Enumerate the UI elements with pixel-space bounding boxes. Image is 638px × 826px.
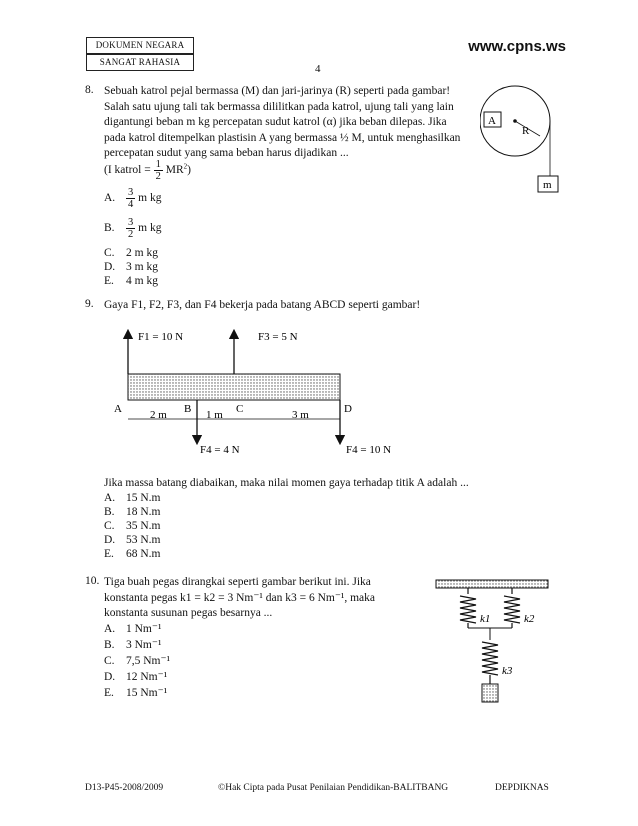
label-k3: k3 [502,665,513,677]
q9-option-c[interactable]: C. 35 N.m [104,520,161,532]
formula-suffix: MR [165,164,184,177]
point-D: D [344,403,352,415]
q8-option-e[interactable]: E. 4 m kg [104,275,158,287]
q8-option-c[interactable]: C. 2 m kg [104,247,158,259]
point-B: B [184,403,192,415]
page-number: 4 [315,63,321,75]
q10-number: 10. [85,575,100,587]
spring-k3 [482,642,498,684]
q8-line: percepatan sudut yang sama beban harus dijadikan ... [104,147,349,159]
footer-copyright: ©Hak Cipta pada Pusat Penilaian Pendidikan-BALITBANG [218,783,449,793]
point-A: A [114,403,122,415]
beam-ABCD [128,374,340,400]
q9-option-a[interactable]: A. 15 N.m [104,492,161,504]
formula-close: ) [187,164,191,177]
label-F4-B: F4 = 4 N [200,444,240,456]
q8-line: Sebuah katrol pejal bermassa (M) dan jari-jarinya (R) seperti pada gambar! [104,85,451,97]
q8-option-a[interactable]: A. $\frac{3}{4}$ m kg [104,187,162,210]
q9-option-d[interactable]: D. 53 N.m [104,534,161,546]
q9-option-e[interactable]: E. 68 N.m [104,548,161,560]
label-F4-D: F4 = 10 N [346,444,392,456]
spring-k2 [504,588,520,628]
q10-option-d[interactable]: D. 12 Nm⁻¹ [104,671,168,683]
hanging-mass [482,684,498,702]
point-C: C [236,403,244,415]
q9-question: Jika massa batang diabaikan, maka nilai momen gaya terhadap titik A adalah ... [104,477,469,489]
q8-text [104,84,476,162]
formula-prefix: (I katrol = [104,164,151,177]
q10-line: Tiga buah pegas dirangkai seperti gambar berikut ini. Jika [104,576,371,588]
dim-AB: 2 m [150,409,167,421]
q8-line: pada katrol ditempelkan plastisin A yang bermassa ½ M, untuk menghasilkan [104,131,461,144]
spring-k1 [460,588,476,628]
q8-option-b[interactable]: B. $\frac{3}{2}$ m kg [104,217,162,240]
q8-number: 8. [85,84,94,96]
spring-figure [432,574,558,710]
q8-line: digantungi beban m kg percepatan sudut katrol (α) jika beban dilepas. Jika [104,116,447,128]
q9-option-b[interactable]: B. 18 N.m [104,506,161,518]
q10-option-b[interactable]: B. 3 Nm⁻¹ [104,639,162,651]
label-m: m [543,179,552,191]
formula-exponent: 2 [183,162,188,171]
ceiling [436,580,548,588]
q8-formula [104,159,191,182]
footer-code: D13-P45-2008/2009 [85,783,164,793]
label-k2: k2 [524,613,535,625]
q10-line: konstanta susunan pegas besarnya ... [104,607,273,619]
q8-option-d[interactable]: D. 3 m kg [104,261,158,273]
q10-option-a[interactable]: A. 1 Nm⁻¹ [104,623,162,635]
pulley-figure [480,84,560,200]
dim-BC: 1 m [206,409,223,421]
q10-line: konstanta pegas k1 = k2 = 3 Nm⁻¹ dan k3 = 6 Nm⁻¹, maka [104,591,376,604]
q10-text [104,575,416,622]
label-R: R [522,125,530,137]
q10-option-e[interactable]: E. 15 Nm⁻¹ [104,687,168,699]
dim-CD: 3 m [292,409,309,421]
beam-figure [100,322,420,462]
secret-label: SANGAT RAHASIA [86,54,194,71]
label-F1: F1 = 10 N [138,331,184,343]
label-F3: F3 = 5 N [258,331,298,343]
label-A: A [488,115,496,127]
footer-dept: DEPDIKNAS [495,783,549,793]
q10-option-c[interactable]: C. 7,5 Nm⁻¹ [104,655,171,667]
doc-label: DOKUMEN NEGARA [86,37,194,54]
q9-number: 9. [85,298,94,310]
formula-fraction: $\frac{1}{2}$ [155,159,161,182]
q9-text: Gaya F1, F2, F3, dan F4 bekerja pada batang ABCD seperti gambar! [104,299,421,311]
website-link[interactable]: www.cpns.ws [468,38,566,55]
label-k1: k1 [480,613,491,625]
pulley-center [513,119,517,123]
q8-line: Salah satu ujung tali tak bermassa dililitkan pada katrol, ujung tali yang lain [104,100,454,113]
